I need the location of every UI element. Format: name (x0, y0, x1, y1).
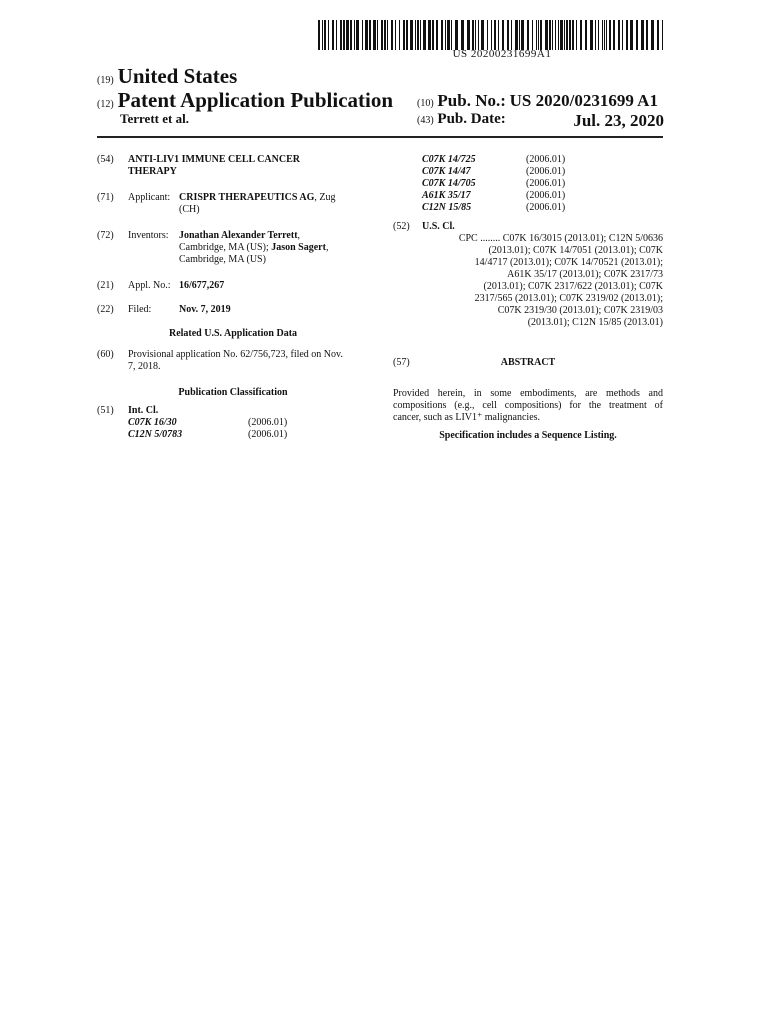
barcode-bar (519, 20, 520, 50)
barcode-bar (318, 20, 320, 50)
publication-classification-heading: Publication Classification (178, 387, 288, 398)
barcode-bar (373, 20, 376, 50)
intcl-label: Int. Cl. (128, 405, 159, 416)
barcode-bar (369, 20, 371, 50)
invention-title: ANTI-LIV1 IMMUNE CELL CANCER THERAPY (128, 154, 300, 177)
barcode-bar (527, 20, 529, 50)
barcode-bar (350, 20, 352, 50)
barcode-bar (324, 20, 326, 50)
barcode-bar (566, 20, 568, 50)
barcode-bar (447, 20, 450, 50)
barcode-bar (606, 20, 607, 50)
cpc-line: A61K 35/17 (2013.01); C07K 2317/73 (507, 269, 663, 280)
barcode-bar (467, 20, 470, 50)
cpc-line: (2013.01); C12N 15/85 (2013.01) (527, 317, 663, 328)
pub-date-line (417, 111, 664, 128)
barcode-bar (609, 20, 611, 50)
barcode-bar (362, 20, 363, 50)
country-name: United States (117, 64, 238, 88)
barcode-bar (569, 20, 571, 50)
barcode-bar (555, 20, 556, 50)
pub-number-code: (10) (417, 98, 434, 109)
inventor-1-name: Jonathan Alexander Terrett (179, 230, 298, 241)
abstract-code: (57) (393, 357, 410, 368)
barcode-bar (343, 20, 345, 50)
barcode-bar (410, 20, 413, 50)
barcode-bar (662, 20, 663, 50)
barcode-bar (432, 20, 434, 50)
intcl-list (128, 417, 287, 441)
pub-date-value: Jul. 23, 2020 (573, 111, 664, 130)
barcode-bar (332, 20, 334, 50)
barcode-bar (365, 20, 368, 50)
inventors-code: (72) (97, 230, 114, 241)
abstract-text: Provided herein, in some embodiments, are methods and compositions (e.g., cell compositions) for the treatment of cancer, such as LIV1⁺ malignancies. (393, 388, 663, 423)
applicant-code: (71) (97, 192, 114, 203)
barcode-bar (558, 20, 559, 50)
barcode-bar (441, 20, 443, 50)
sequence-listing-note: Specification includes a Sequence Listing. (439, 430, 617, 441)
barcode-bar (572, 20, 574, 50)
barcode-bar (515, 20, 518, 50)
intcl-code: (51) (97, 405, 114, 416)
barcode-bar (604, 20, 605, 50)
inventor-2-name: Jason Sagert (271, 242, 326, 253)
appl-value: 16/677,267 (179, 280, 225, 291)
barcode-bar (423, 20, 426, 50)
barcode-bar (646, 20, 648, 50)
pub-date-label: Pub. Date: (437, 111, 506, 127)
barcode-bar (475, 20, 476, 50)
cpc-line: (2013.01); C07K 2317/622 (2013.01); C07K (483, 281, 663, 292)
barcode-bar (328, 20, 329, 50)
barcode-bar (595, 20, 596, 50)
cpc-line: C07K 2319/30 (2013.01); C07K 2319/03 (497, 305, 663, 316)
pub-number-line (417, 91, 658, 111)
related-data-heading: Related U.S. Application Data (168, 328, 298, 339)
barcode-bar (336, 20, 337, 50)
barcode-bar (580, 20, 582, 50)
barcode-bar (613, 20, 615, 50)
barcode-bar (545, 20, 548, 50)
barcode-number: US 20200231699A1 (452, 48, 552, 60)
barcode-bar (377, 20, 378, 50)
pub-number-value: US 2020/0231699 A1 (509, 91, 658, 110)
filed-code: (22) (97, 304, 114, 315)
barcode-bar (536, 20, 537, 50)
barcode-bar (481, 20, 484, 50)
classification-row: C07K 14/705 (2006.01) (422, 178, 566, 189)
barcode-bar (560, 20, 563, 50)
applicant-name: CRISPR THERAPEUTICS AG (179, 192, 315, 203)
intcl-row: C12N 5/0783 (2006.01) (128, 429, 288, 440)
classification-list-continued (422, 154, 565, 214)
barcode-bar (428, 20, 431, 50)
barcode-bar (491, 20, 492, 50)
barcode-bar (549, 20, 551, 50)
barcode-bar (340, 20, 342, 50)
cpc-classifications (422, 233, 663, 329)
filed-value: Nov. 7, 2019 (179, 304, 231, 315)
intcl-row: C07K 16/30 (2006.01) (128, 417, 288, 428)
barcode-bar (657, 20, 659, 50)
barcode-bar (415, 20, 416, 50)
barcode-bar (420, 20, 421, 50)
barcode-bar (399, 20, 400, 50)
abstract-heading: ABSTRACT (500, 357, 556, 368)
appl-label: Appl. No.: (128, 280, 171, 291)
barcode-bar (538, 20, 539, 50)
pub-number-label: Pub. No.: (437, 91, 506, 110)
barcode-bar (455, 20, 458, 50)
barcode-bar (451, 20, 452, 50)
inventors-short: Terrett et al. (120, 111, 189, 126)
cpc-line: CPC ........ C07K 16/3015 (2013.01); C12N 5/0636 (458, 233, 663, 244)
barcode-bar (622, 20, 623, 50)
inventors-label: Inventors: (128, 230, 169, 241)
barcode-bar (354, 20, 355, 50)
barcode-bar (472, 20, 474, 50)
barcode-bar (487, 20, 488, 50)
barcode-bar (403, 20, 405, 50)
barcode-bar (445, 20, 446, 50)
barcode-bar (494, 20, 496, 50)
barcode-bar (406, 20, 408, 50)
barcode-bar (651, 20, 654, 50)
barcode-bar (532, 20, 533, 50)
barcode-bar (507, 20, 509, 50)
barcode-bar (417, 20, 419, 50)
provisional-application: Provisional application No. 62/756,723, filed on Nov. 7, 2018. (128, 349, 343, 372)
pub-date-code: (43) (417, 115, 434, 126)
barcode-bar (552, 20, 553, 50)
barcode-bar (391, 20, 393, 50)
barcode-bar (576, 20, 577, 50)
barcode-bar (395, 20, 396, 50)
title-code: (54) (97, 154, 114, 165)
classification-row: C12N 15/85 (2006.01) (422, 202, 566, 213)
barcode-bar (322, 20, 323, 50)
applicant-label: Applicant: (128, 192, 171, 203)
cpc-line: 2317/565 (2013.01); C07K 2319/02 (2013.01); (474, 293, 663, 304)
barcode-bar (540, 20, 542, 50)
provisional-code: (60) (97, 349, 114, 360)
barcode-bar (641, 20, 644, 50)
barcode-bar (498, 20, 499, 50)
country-line (97, 64, 237, 89)
cpc-line: (2013.01); C07K 14/7051 (2013.01); C07K (488, 245, 663, 256)
barcode-bar (478, 20, 479, 50)
classification-row: A61K 35/17 (2006.01) (422, 190, 566, 201)
applicant-value: CRISPR THERAPEUTICS AG, Zug (CH) (179, 192, 336, 215)
barcode-bar (511, 20, 512, 50)
publication-type-line (97, 88, 393, 113)
barcode-bar (387, 20, 388, 50)
barcode-bar (346, 20, 349, 50)
barcode-bar (618, 20, 620, 50)
barcode-bar (381, 20, 383, 50)
barcode-bar (602, 20, 603, 50)
barcode-bar (636, 20, 638, 50)
inventors-value: Jonathan Alexander Terrett, Cambridge, MA (US); Jason Sagert, Cambridge, MA (US) (179, 230, 329, 265)
barcode-bar (564, 20, 565, 50)
header-divider (97, 136, 663, 138)
uscl-label: U.S. Cl. (422, 221, 455, 232)
barcode-image (318, 20, 663, 50)
barcode-bar (590, 20, 593, 50)
barcode-bar (626, 20, 628, 50)
barcode-bar (461, 20, 464, 50)
publication-type-code: (12) (97, 99, 114, 110)
classification-row: C07K 14/725 (2006.01) (422, 154, 566, 165)
filed-label: Filed: (128, 304, 152, 315)
cpc-line: 14/4717 (2013.01); C07K 14/70521 (2013.01); (474, 257, 663, 268)
country-code: (19) (97, 75, 114, 86)
barcode-bar (521, 20, 524, 50)
uscl-code: (52) (393, 221, 410, 232)
barcode-bar (356, 20, 359, 50)
barcode-bar (436, 20, 438, 50)
publication-type: Patent Application Publication (117, 88, 394, 112)
barcode-bar (384, 20, 386, 50)
barcode-bar (630, 20, 633, 50)
barcode-bar (585, 20, 587, 50)
barcode-bar (598, 20, 599, 50)
appl-code: (21) (97, 280, 114, 291)
barcode-bar (502, 20, 504, 50)
classification-row: C07K 14/47 (2006.01) (422, 166, 566, 177)
